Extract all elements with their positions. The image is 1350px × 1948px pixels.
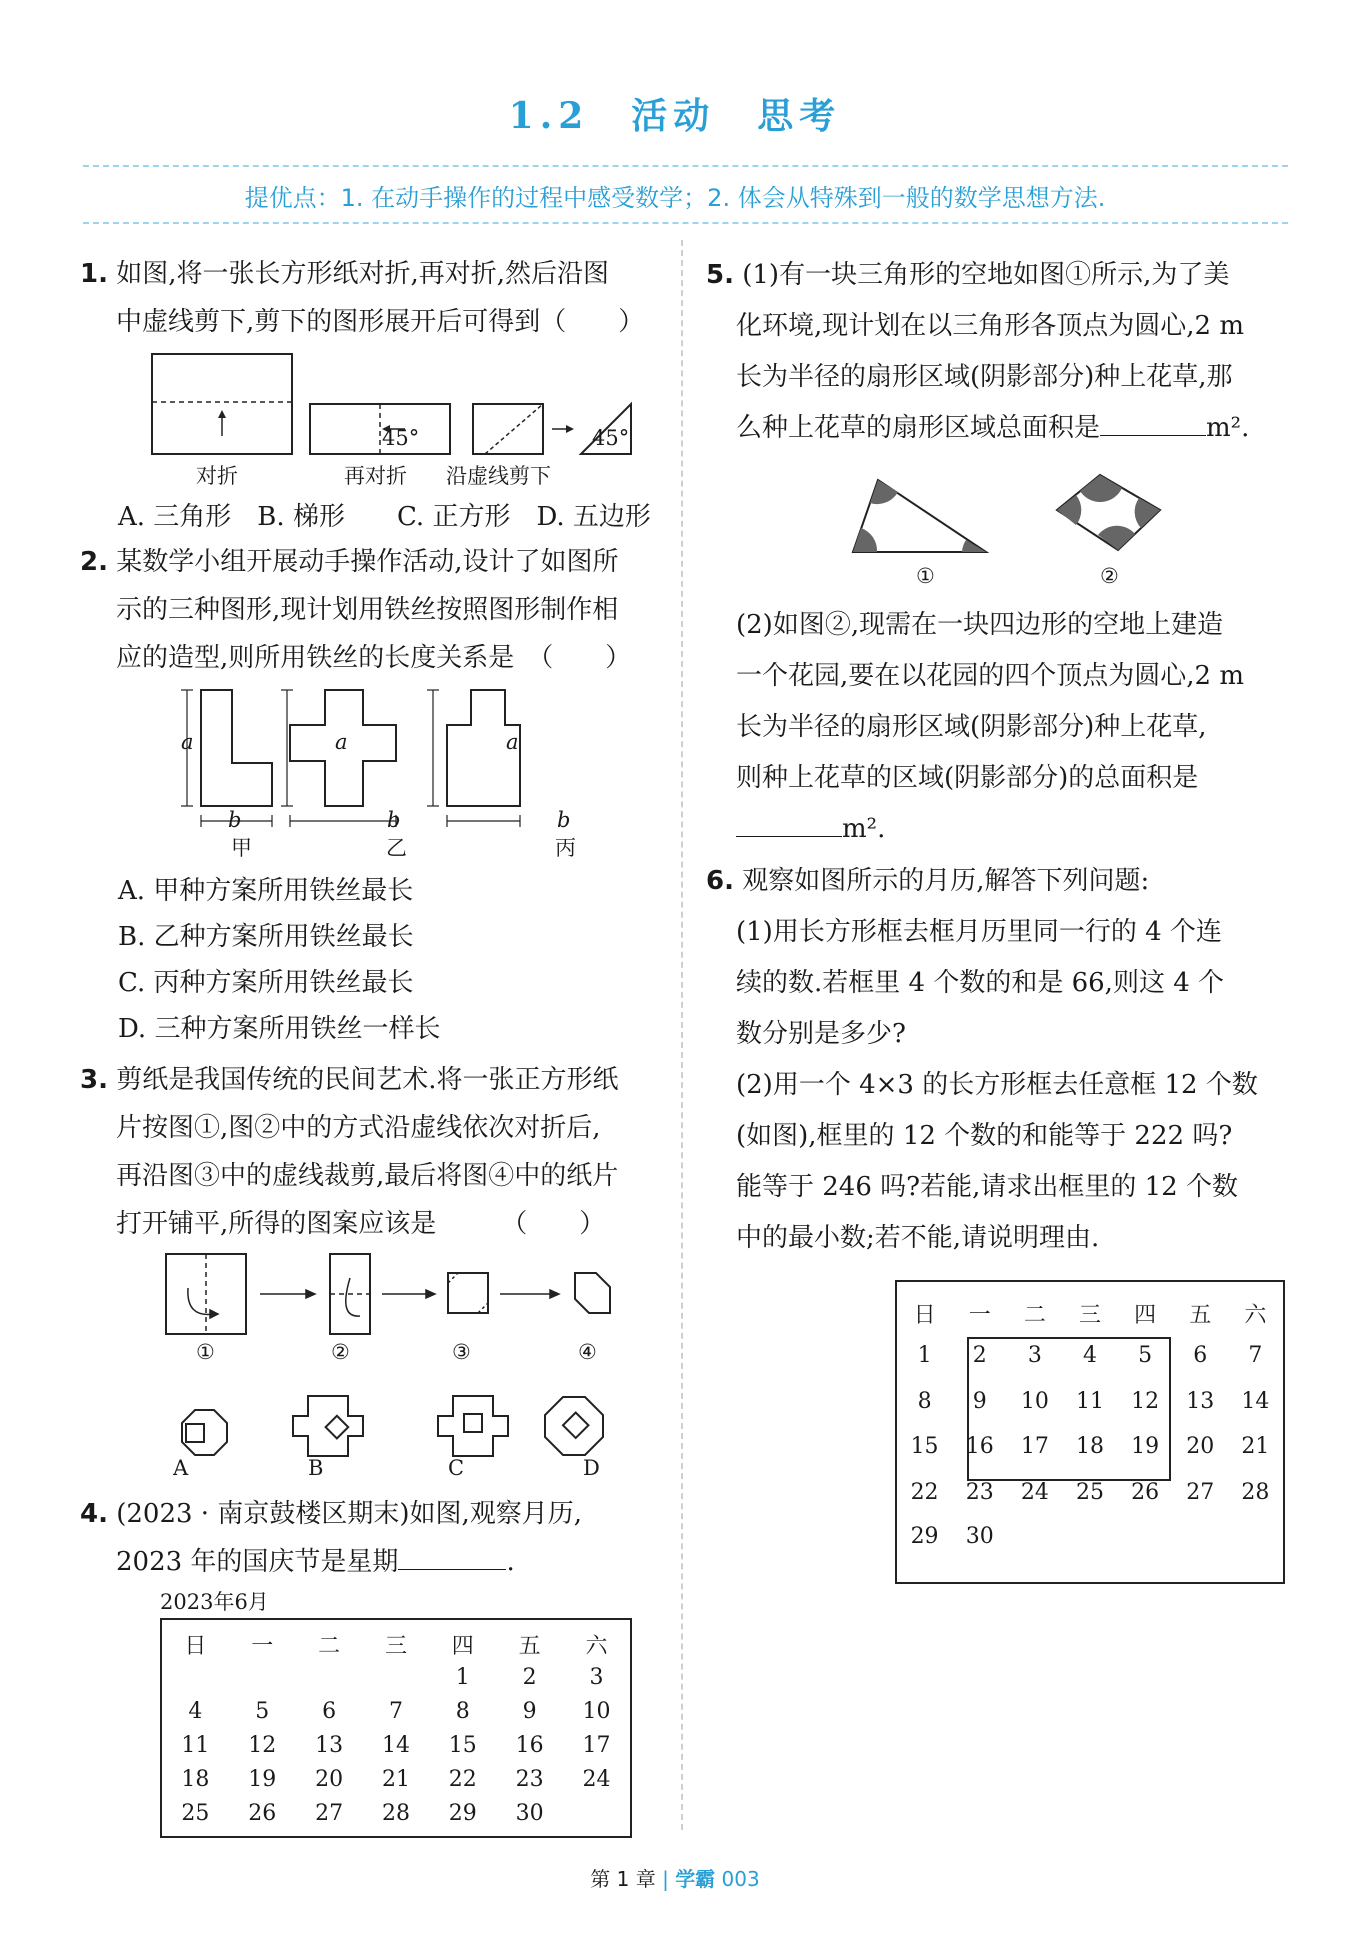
q6-calendar-day-cell: 24 [1020,1479,1049,1505]
q5-p1-line-4: 么种上花草的扇形区域总面积是 [736,413,1101,443]
q3-choice-d: D [583,1456,600,1480]
q2-label-jia: 甲 [231,836,252,860]
q6-line-3: 续的数.若框里 4 个数的和是 66,则这 4 个 [736,968,1225,998]
q6-calendar-day-cell [1173,1516,1228,1556]
q2-line-1: 某数学小组开展动手操作活动,设计了如图所 [116,547,619,577]
q6-line-4: 数分别是多少? [736,1019,906,1049]
q6-calendar-day-cell: 20 [1186,1433,1215,1459]
q6-calendar-day-cell [1118,1516,1173,1556]
q6-calendar-weekday: 日 [913,1302,936,1328]
q6-calendar-day-cell: 1 [917,1342,932,1368]
q6-line-6: (如图),框里的 12 个数的和能等于 222 吗? [736,1121,1233,1151]
q6-calendar-day-cell: 25 [1075,1479,1104,1505]
q6-line-7: 能等于 246 吗?若能,请求出框里的 12 个数 [736,1172,1238,1202]
q6-calendar-day-cell: 7 [1248,1342,1263,1368]
q4-period: . [506,1547,515,1577]
q4-calendar-day-cell: 8 [455,1698,470,1724]
q3-step-2: ② [331,1340,350,1364]
q5-p2-line-3: 长为半径的扇形区域(阴影部分)种上花草, [736,712,1207,742]
header-rule-bottom [83,222,1288,224]
q5-fig-label-2: ② [1100,564,1119,588]
q6-calendar-day-cell: 5 [1138,1342,1153,1368]
q4-calendar-day-cell: 11 [181,1732,210,1758]
q3-figure [160,1248,650,1478]
q4-calendar-day-cell: 21 [381,1766,410,1792]
q4-line-2: 2023 年的国庆节是星期 [116,1547,399,1577]
q5-period-1: . [1241,413,1250,443]
q4-calendar-table [162,1628,630,1830]
q6-calendar-day-cell: 8 [917,1388,932,1414]
q6-calendar-day-cell: 30 [965,1523,994,1549]
q5-fig-label-1: ① [916,564,935,588]
q6-calendar-day-cell: 13 [1186,1388,1215,1414]
q6-calendar-weekday: 三 [1078,1302,1101,1328]
q6-line-8: 中的最小数;若不能,请说明理由. [736,1223,1100,1253]
q3-step-1: ① [196,1340,215,1364]
q4-answer-blank[interactable] [398,1541,506,1570]
q1-label-cut: 沿虚线剪下 [446,464,551,488]
page-footer: 第 1 章 | 学霸 003 [590,1867,760,1891]
page-title: 1.2 活动 思考 [508,95,842,137]
q6-number: 6. [706,866,734,896]
q4-calendar-day-cell: 17 [582,1732,611,1758]
q3-number: 3. [80,1065,108,1095]
q3-line-4: 打开铺平,所得的图案应该是 （ ） [116,1209,606,1239]
q4-calendar-day-cell: 5 [255,1698,270,1724]
q2-var-a-3: a [506,730,519,754]
q4-calendar-day-cell: 12 [248,1732,277,1758]
q4-calendar-day-cell: 27 [315,1800,344,1826]
q5-unit-2: m² [842,814,878,844]
q4-calendar-weekday: 五 [518,1633,541,1659]
q6-calendar-day-cell: 23 [965,1479,994,1505]
q1-line-1: 如图,将一张长方形纸对折,再对折,然后沿图 [116,259,610,289]
footer-page-number: 003 [721,1867,760,1891]
q1-options: A. 三角形 B. 梯形 C. 正方形 D. 五边形 [118,502,651,532]
q2-var-a-2: a [335,730,348,754]
column-divider [681,240,683,1830]
q4-calendar-day-cell: 19 [248,1766,277,1792]
q6-calendar-day-cell [1007,1516,1062,1556]
q2-var-b-3: b [557,808,571,832]
q5-text [706,250,1249,454]
q6-calendar-day-cell: 19 [1131,1433,1160,1459]
q1-number: 1. [80,259,108,289]
q4-calendar-day-cell [296,1660,363,1694]
q6-calendar-day-cell: 21 [1241,1433,1270,1459]
q6-calendar-day-cell: 14 [1241,1388,1270,1414]
q5-part-2 [736,600,1244,855]
q5-blank-2[interactable] [736,808,842,837]
q6-calendar-day-cell: 9 [972,1388,987,1414]
q6-calendar-day-cell: 12 [1131,1388,1160,1414]
q4-calendar-day-cell: 15 [448,1732,477,1758]
q4-calendar-day-cell: 6 [322,1698,337,1724]
q6-line-1: 观察如图所示的月历,解答下列问题: [742,866,1150,896]
q4-calendar-day-cell: 3 [589,1664,604,1690]
q4-calendar-weekday: 三 [384,1633,407,1659]
q6-calendar-day-cell: 10 [1020,1388,1049,1414]
q6-calendar-weekday: 五 [1189,1302,1212,1328]
q6-calendar-day-cell [1228,1516,1283,1556]
footer-brand: 学霸 [675,1867,716,1891]
q4-calendar-day-cell: 16 [515,1732,544,1758]
q3-line-3: 再沿图③中的虚线裁剪,最后将图④中的纸片 [116,1161,619,1191]
q4-calendar-day-cell: 2 [522,1664,537,1690]
q6-calendar-day-cell: 22 [910,1479,939,1505]
q4-calendar-day-cell: 28 [381,1800,410,1826]
q6-calendar-day-cell: 3 [1027,1342,1042,1368]
q3-line-1: 剪纸是我国传统的民间艺术.将一张正方形纸 [116,1065,619,1095]
q6-calendar-day-cell: 2 [972,1342,987,1368]
q1-line-2: 中虚线剪下,剪下的图形展开后可得到（ ） [116,307,645,337]
q2-text [80,538,631,682]
q6-calendar [895,1280,1285,1584]
q4-calendar-day-cell: 10 [582,1698,611,1724]
q5-blank-1[interactable] [1100,407,1206,436]
q3-step-3: ③ [452,1340,471,1364]
q2-line-3: 应的造型,则所用铁丝的长度关系是 （ ） [116,643,632,673]
q4-calendar-weekday: 四 [451,1633,474,1659]
q6-calendar-day-cell: 28 [1241,1479,1270,1505]
q6-calendar-day-cell: 11 [1075,1388,1104,1414]
q2-number: 2. [80,547,108,577]
q2-label-yi: 乙 [386,836,407,860]
q1-angle-2: 45° [592,426,630,450]
tip-line: 提优点：1. 在动手操作的过程中感受数学；2. 体会从特殊到一般的数学思想方法. [244,184,1106,212]
q6-text [706,856,1258,1264]
q4-calendar-day-cell: 30 [515,1800,544,1826]
q2-options [118,868,440,1052]
q6-line-2: (1)用长方形框去框月历里同一行的 4 个连 [736,917,1222,947]
q1-text [80,250,644,346]
q6-calendar-day-cell: 16 [965,1433,994,1459]
q4-text [80,1490,582,1586]
q1-label-fold: 对折 [196,464,238,488]
q2-option-b: B. 乙种方案所用铁丝最长 [118,922,414,952]
q4-calendar-day-cell: 1 [455,1664,470,1690]
q6-calendar-weekday: 六 [1244,1302,1267,1328]
q4-calendar-day-cell: 20 [315,1766,344,1792]
q5-p2-line-2: 一个花园,要在以花园的四个顶点为圆心,2 m [736,661,1244,691]
q6-calendar-day-cell: 18 [1075,1433,1104,1459]
q3-step-4: ④ [578,1340,597,1364]
q6-calendar-day-cell: 27 [1186,1479,1215,1505]
q4-calendar-day-cell: 29 [448,1800,477,1826]
q4-calendar [160,1618,632,1838]
q6-line-5: (2)用一个 4×3 的长方形框去任意框 12 个数 [736,1070,1258,1100]
q5-p1-line-3: 长为半径的扇形区域(阴影部分)种上花草,那 [736,362,1233,392]
q2-var-b-2: b [387,808,401,832]
q4-calendar-weekday: 日 [184,1633,207,1659]
q4-calendar-title: 2023年6月 [160,1590,269,1614]
q6-calendar-day-cell: 15 [910,1433,939,1459]
q2-option-a: A. 甲种方案所用铁丝最长 [118,876,414,906]
q4-calendar-day-cell [563,1796,630,1830]
footer-chapter: 第 1 章 [590,1867,656,1891]
q4-calendar-weekday: 二 [318,1633,341,1659]
q3-line-2: 片按图①,图②中的方式沿虚线依次对折后, [116,1113,601,1143]
q1-label-fold-again: 再对折 [344,464,407,488]
q5-number: 5. [706,260,734,290]
q5-p2-line-4: 则种上花草的区域(阴影部分)的总面积是 [736,763,1199,793]
q3-choice-a: A [173,1456,189,1480]
q2-option-d: D. 三种方案所用铁丝一样长 [118,1014,441,1044]
q4-calendar-day-cell: 4 [188,1698,203,1724]
q4-calendar-day-cell: 23 [515,1766,544,1792]
q5-period-2: . [877,814,886,844]
q2-label-bing: 丙 [555,836,576,860]
q4-calendar-weekday: 六 [585,1633,608,1659]
q4-calendar-day-cell: 7 [388,1698,403,1724]
q6-calendar-day-cell: 26 [1131,1479,1160,1505]
q4-calendar-weekday: 一 [251,1633,274,1659]
q3-text [80,1056,619,1248]
q2-option-c: C. 丙种方案所用铁丝最长 [118,968,414,998]
header-rule-top [83,165,1288,167]
q6-calendar-day-cell: 17 [1020,1433,1049,1459]
q3-choice-c: C [448,1456,465,1480]
q5-figure [848,470,1178,590]
q6-calendar-table [897,1294,1283,1556]
q5-p1-line-1: (1)有一块三角形的空地如图①所示,为了美 [742,260,1230,290]
q4-calendar-day-cell: 22 [448,1766,477,1792]
q4-calendar-day-cell: 9 [522,1698,537,1724]
q4-line-1: (2023 · 南京鼓楼区期末)如图,观察月历, [116,1499,583,1529]
q4-calendar-day-cell: 26 [248,1800,277,1826]
q6-calendar-day-cell [1062,1516,1117,1556]
q1-angle-1: 45° [382,426,420,450]
q5-unit-1: m² [1206,413,1242,443]
q6-calendar-day-cell: 4 [1082,1342,1097,1368]
q4-calendar-day-cell: 13 [315,1732,344,1758]
q4-number: 4. [80,1499,108,1529]
q4-calendar-day-cell: 18 [181,1766,210,1792]
q2-var-a-1: a [181,730,194,754]
q6-calendar-day-cell: 6 [1193,1342,1208,1368]
q3-choice-b: B [308,1456,324,1480]
q2-var-b-1: b [228,808,242,832]
q4-calendar-day-cell: 24 [582,1766,611,1792]
q4-calendar-day-cell: 14 [381,1732,410,1758]
q4-calendar-day-cell [162,1660,229,1694]
q4-calendar-day-cell [229,1660,296,1694]
q6-calendar-weekday: 四 [1134,1302,1157,1328]
q2-line-2: 示的三种图形,现计划用铁丝按照图形制作相 [116,595,619,625]
q6-calendar-weekday: 二 [1023,1302,1046,1328]
q6-calendar-day-cell: 29 [910,1523,939,1549]
q5-p2-line-1: (2)如图②,现需在一块四边形的空地上建造 [736,610,1224,640]
q4-calendar-day-cell: 25 [181,1800,210,1826]
q5-p1-line-2: 化环境,现计划在以三角形各顶点为圆心,2 m [736,311,1244,341]
q4-calendar-day-cell [363,1660,430,1694]
q6-calendar-weekday: 一 [968,1302,991,1328]
